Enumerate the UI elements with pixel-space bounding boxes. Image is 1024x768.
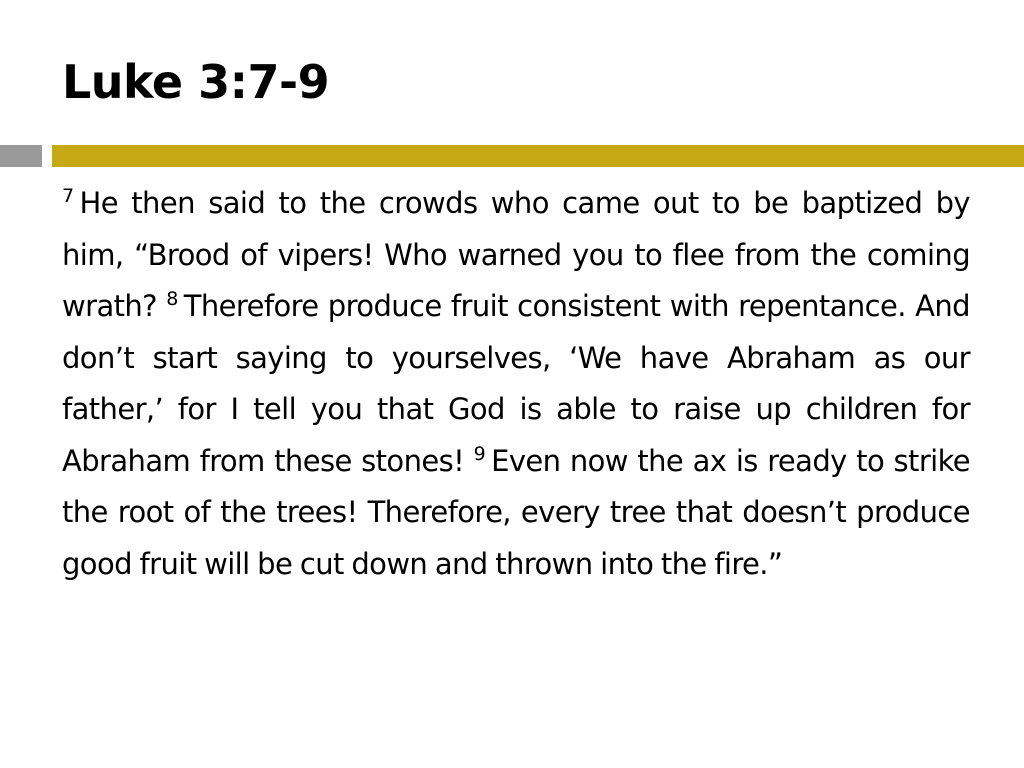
verse-text: He then said to the crowds who came out to be baptized by him, “Brood of vipers! Who warned you to flee from the coming wrath?: [62, 186, 970, 323]
scripture-passage: [62, 178, 970, 590]
verse-number: 9: [473, 442, 486, 465]
verse-number: 8: [166, 288, 178, 310]
title-divider-accent-bar: [52, 145, 1024, 167]
title-divider-gray-block: [0, 145, 42, 167]
verse-text: Therefore produce fruit consistent with repentance. And don’t start saying to yourselves, ‘We have Abraham as our father,’ for I tell you that God is able to raise up children for Abraham from these stones!: [62, 289, 970, 478]
verse-number: 7: [62, 185, 74, 207]
verse-text: Even now the ax is ready to strike the root of the trees! Therefore, every tree that doesn’t produce good fruit will be cut down and thrown into the fire.”: [62, 443, 971, 581]
slide-title: Luke 3:7-9: [62, 55, 330, 109]
